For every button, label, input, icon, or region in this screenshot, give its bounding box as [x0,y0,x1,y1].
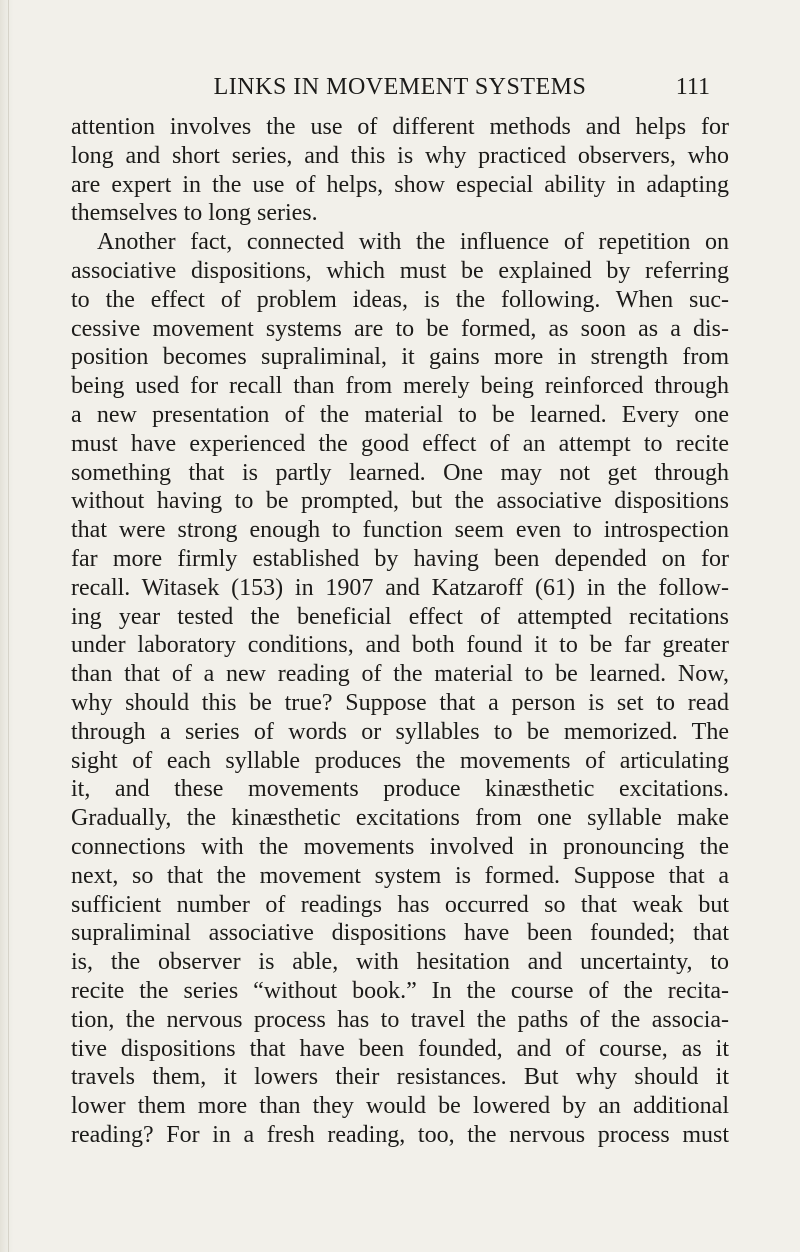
text-line: that were strong enough to function seem even to introspection [71,517,729,544]
text-line: long and short series, and this is why practiced observers, who [71,142,729,169]
text-line: under laboratory conditions, and both found it to be far greater [71,632,729,659]
text-line: supraliminal associative dispositions have been founded; that [71,920,729,947]
body-text [71,113,729,1150]
text-line: attention involves the use of different methods and helps for [71,114,729,140]
text-line: something that is partly learned. One may not get through [71,459,729,486]
text-line: tive dispositions that have been founded, and of course, as it [71,1035,729,1062]
text-line: recall. Witasek (153) in 1907 and Katzaroff (61) in the follow- [71,574,729,601]
text-line: reading? For in a fresh reading, too, the nervous process must [71,1121,729,1148]
text-line: ing year tested the beneficial effect of attempted recitations [71,603,729,630]
text-line: being used for recall than from merely being reinforced through [71,373,729,400]
text-line: far more firmly established by having been depended on for [71,545,729,572]
text-line: tion, the nervous process has to travel the paths of the associa- [71,1006,729,1033]
text-line: to the effect of problem ideas, is the following. When suc- [71,286,729,313]
page-number: 111 [675,74,710,100]
text-line: lower them more than they would be lowered by an additional [71,1093,729,1120]
text-line: is, the observer is able, with hesitation and uncertainty, to [71,949,729,976]
text-line: a new presentation of the material to be learned. Every one [71,401,729,428]
running-head: LINKS IN MOVEMENT SYSTEMS [213,74,587,100]
text-line: sufficient number of readings has occurred so that weak but [71,891,729,918]
page-binding-edge [0,0,14,1252]
text-line: recite the series “without book.” In the course of the recita- [71,977,729,1004]
text-line: are expert in the use of helps, show especial ability in adapting [71,171,729,198]
text-line: themselves to long series. [71,200,318,227]
text-line: connections with the movements involved in pronouncing the [71,833,729,860]
text-line: it, and these movements produce kinæsthetic excitations. [71,776,729,803]
text-line: must have experienced the good effect of an attempt to recite [71,430,729,457]
text-line: Another fact, connected with the influence of repetition on [97,229,729,256]
text-line: sight of each syllable produces the movements of articulating [71,747,729,774]
text-line: why should this be true? Suppose that a person is set to read [71,689,729,716]
text-line: Gradually, the kinæsthetic excitations from one syllable make [71,805,729,832]
text-line: cessive movement systems are to be formed, as soon as a dis- [71,315,729,342]
text-line: without having to be prompted, but the associative dispositions [71,488,729,515]
text-line: through a series of words or syllables to be memorized. The [71,718,729,745]
text-line: than that of a new reading of the material to be learned. Now, [71,661,729,688]
text-line: travels them, it lowers their resistances. But why should it [71,1064,729,1091]
text-line: associative dispositions, which must be explained by referring [71,257,729,284]
page-header [140,74,710,108]
text-line: position becomes supraliminal, it gains more in strength from [71,344,729,371]
text-line: next, so that the movement system is formed. Suppose that a [71,862,729,889]
